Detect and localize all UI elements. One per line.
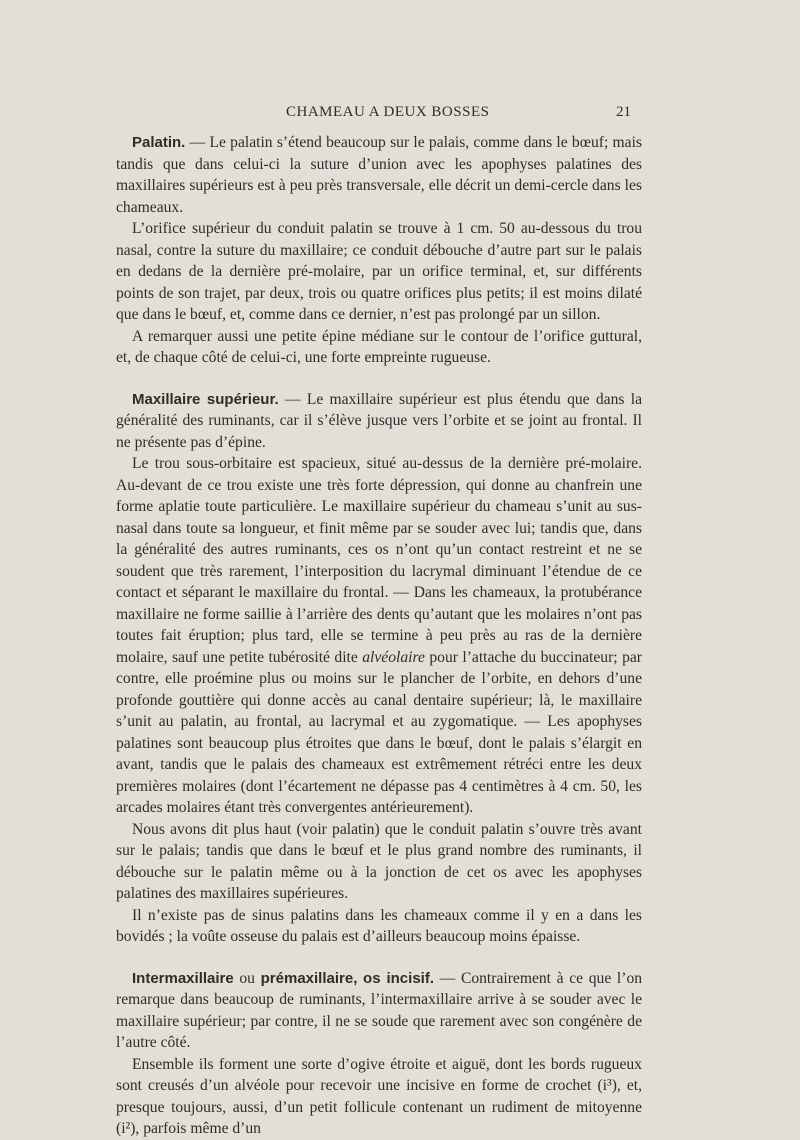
page-number: 21 <box>616 104 631 120</box>
section-maxillaire-paragraph-2 <box>116 453 642 819</box>
section-heading-maxillaire: Maxillaire supérieur. <box>132 390 279 408</box>
section-palatin-paragraph-3: A remarquer aussi une petite épine médiane sur le contour de l’orifice guttural, et, de chaque côté de celui-ci, une forte empreinte rugueuse. <box>116 327 642 366</box>
page-header <box>0 104 800 124</box>
running-title: CHAMEAU A DEUX BOSSES <box>286 104 490 120</box>
italic-term: alvéolaire <box>362 648 425 666</box>
em-dash: — <box>284 390 301 408</box>
paragraph-text-tail: pour l’attache du buccinateur; par contre, elle proémine plus ou moins sur le plancher de l’orbite, en dehors d’une profonde gouttière qui donne accès au canal dentaire supérieur; là, le maxillaire s’unit au palatin, au frontal, au lacrymal et au zygomatique. — Les apophyses palatines sont beaucoup plus étroites que dans le bœuf, dont le palais s’élargit en avant, tandis que le palais des chameaux est extrêmement rétréci entre les deux premières molaires (dont l’écartement ne dépasse pas 4 centimètres à 4 cm. 50, les arcades molaires étant très convergentes antérieurement). <box>116 648 642 816</box>
section-heading-intermaxillaire: Intermaxillaire <box>132 969 234 987</box>
section-heading-palatin: Palatin. <box>132 134 186 151</box>
page-body <box>116 132 642 1140</box>
section-maxillaire-paragraph-3: Nous avons dit plus haut (voir palatin) que le conduit palatin s’ouvre très avant sur le palais; tandis que dans le bœuf et le plus grand nombre des ruminants, il débouche sur le palatin même ou à la jonction de cet os avec les apophyses palatines des maxillaires supérieures. <box>116 820 642 902</box>
section-palatin-paragraph-2: L’orifice supérieur du conduit palatin se trouve à 1 cm. 50 au-dessous du trou nasal, contre la suture du maxillaire; ce conduit débouche d’autre part sur le palais en dedans de la dernière pré-molaire, par un orifice terminal, et, sur différents points de son trajet, par deux, trois ou quatre orifices plus petits; il est moins dilaté que dans le bœuf, et, comme dans ce dernier, n’est pas prolongé par un sillon. <box>116 220 642 323</box>
section-maxillaire-paragraph-1 <box>116 389 642 454</box>
paragraph-text: Le palatin s’étend beaucoup sur le palais, comme dans le bœuf; mais tandis que dans celui-ci la suture d’union avec les apophyses palatines des maxillaires supérieurs est à peu près transversale, elle décrit un demi-cercle dans les chameaux. <box>116 134 642 216</box>
section-palatin-paragraph-1 <box>116 132 642 218</box>
section-intermaxillaire-paragraph-1 <box>116 968 642 1054</box>
em-dash: — <box>189 134 206 151</box>
paragraph-text: Le maxillaire supérieur est plus étendu que dans la généralité des ruminants, car il s’élève jusque vers l’orbite et se joint au frontal. Il ne présente pas d’épine. <box>116 390 642 451</box>
section-maxillaire-paragraph-4: Il n’existe pas de sinus palatins dans les chameaux comme il y en a dans les bovidés ; la voûte osseuse du palais est d’ailleurs beaucoup moins épaisse. <box>116 906 642 945</box>
paragraph-text: Contrairement à ce que l’on remarque dans beaucoup de ruminants, l’intermaxillaire arrive à se souder avec le maxillaire supérieur; par contre, il ne se soude que rarement avec son congénère de l’autre côté. <box>116 969 643 1051</box>
paragraph-text: Le trou sous-orbitaire est spacieux, situé au-dessus de la dernière pré-molaire. Au-devant de ce trou existe une très forte dépression, qui donne au chanfrein une forme aplatie toute particulière. Le maxillaire supérieur du chameau s’unit au sus-nasal dans toute sa longueur, et finit même par se souder avec lui; tandis que, dans la généralité des autres ruminants, ces os n’ont qu’un contact restreint et ne se soudent que très rarement, l’interposition du lacrymal diminuant l’étendue de ce contact et séparant le maxillaire du frontal. — Dans les chameaux, la protubérance maxillaire ne forme saillie à l’arrière des dents qu’autant que les molaires n’ont pas toutes fait éruption; plus tard, elle se termine à peu près au ras de la dernière molaire, sauf une petite tubérosité dite <box>116 455 642 666</box>
section-heading-os-incisif: os incisif. <box>363 969 434 987</box>
em-dash: — <box>439 969 456 987</box>
heading-connector: ou <box>233 969 261 987</box>
section-intermaxillaire-paragraph-2: Ensemble ils forment une sorte d’ogive étroite et aiguë, dont les bords rugueux sont creusés d’un alvéole pour recevoir une incisive en forme de crochet (i³), et, presque toujours, aussi, d’un petit follicule contenant un rudiment de mitoyenne (i²), parfois même d’un <box>116 1055 642 1137</box>
section-heading-premaxillaire: prémaxillaire, <box>260 969 358 987</box>
